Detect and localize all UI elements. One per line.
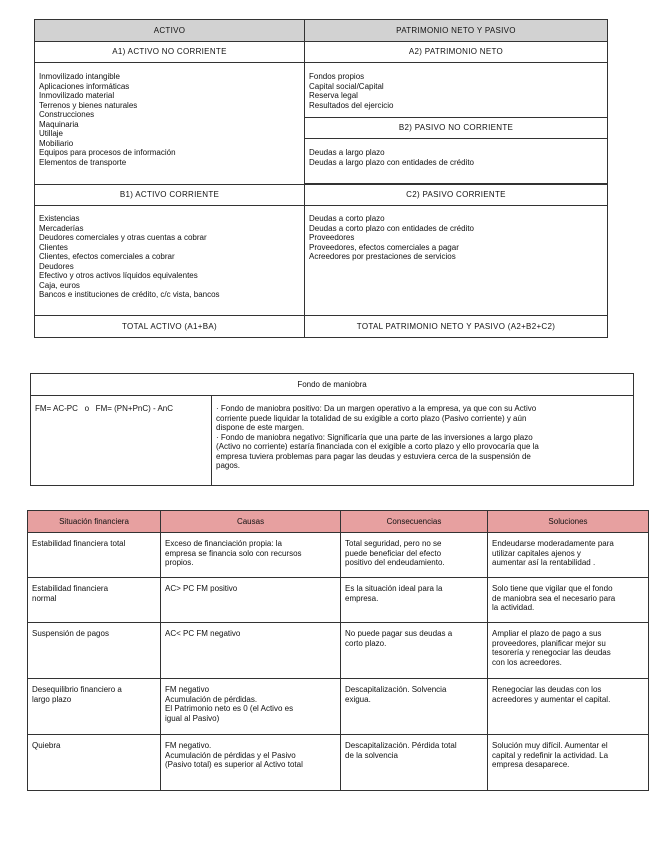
causas-cell (161, 533, 341, 578)
pnc-item: Deudas a largo plazo con entidades de crédito (309, 157, 474, 167)
pnc-title: B2) PASIVO NO CORRIENTE (305, 118, 608, 139)
cell-line: Acumulación de pérdidas. (165, 694, 258, 704)
cell-line: normal (32, 593, 57, 603)
cell-line: capital y redefinir la actividad. La (492, 750, 609, 760)
pc-item: Acreedores por prestaciones de servicios (309, 252, 456, 261)
table-row (28, 578, 649, 623)
soluciones-cell (488, 679, 649, 735)
cell-line: Desequilibrio financiero a (32, 685, 122, 694)
pn-item: Fondos propios (309, 72, 365, 81)
cell-line: proveedores, planificar mejor su (492, 638, 606, 648)
fondo-formula: FM= AC-PC o FM= (PN+PnC) - AnC (31, 396, 212, 486)
pc-item: Proveedores (309, 233, 355, 242)
cell-line: largo plazo (32, 694, 72, 704)
situacion-cell (28, 533, 161, 578)
soluciones-cell (488, 623, 649, 679)
header-situacion: Situación financiera (28, 511, 161, 533)
fondo-line: pagos. (216, 461, 241, 470)
consecuencias-cell (341, 533, 488, 578)
fondo-table (30, 373, 634, 486)
cell-line: No puede pagar sus deudas a (345, 629, 453, 638)
consecuencias-cell (341, 735, 488, 791)
ac-item: Existencias (39, 214, 80, 223)
cell-line: Ampliar el plazo de pago a sus (492, 629, 602, 638)
cell-line: FM negativo. (165, 741, 212, 750)
pn-item: Resultados del ejercicio (309, 100, 394, 110)
header-soluciones: Soluciones (488, 511, 649, 533)
anc-item: Elementos de transporte (39, 157, 127, 167)
ac-item: Clientes (39, 242, 68, 252)
consecuencias-cell (341, 578, 488, 623)
causas-cell (161, 735, 341, 791)
cell-line: acreedores y aumentar el capital. (492, 694, 611, 704)
pc-items (305, 206, 608, 316)
cell-line: Descapitalización. Solvencia (345, 685, 447, 694)
table-row (28, 623, 649, 679)
cell-line: Solución muy difícil. Aumentar el (492, 741, 608, 750)
cell-line: Renegociar las deudas con los (492, 685, 602, 694)
cell-line: con los acreedores. (492, 657, 562, 667)
pnc-item: Deudas a largo plazo (309, 148, 385, 157)
cell-line: exigua. (345, 694, 371, 704)
cell-line: puede beneficiar del efecto (345, 548, 442, 558)
pn-item: Reserva legal (309, 91, 358, 100)
anc-item: Construcciones (39, 110, 95, 119)
ac-item: Bancos e instituciones de crédito, c/c vista, bancos (39, 290, 220, 299)
cell-line: corto plazo. (345, 638, 387, 648)
cell-line: empresa desaparece. (492, 760, 570, 769)
cell-line: AC> PC FM positivo (165, 584, 238, 593)
situacion-cell (28, 623, 161, 679)
fondo-title: Fondo de maniobra (31, 374, 634, 396)
table-row (28, 735, 649, 791)
ac-item: Deudores comerciales y otras cuentas a cobrar (39, 233, 207, 242)
cell-line: Endeudarse moderadamente para (492, 539, 614, 548)
fondo-line: (Activo no corriente) estaría financiada con el exigible a corto plazo y ello provocaría que la (216, 442, 539, 451)
cell-line: la actividad. (492, 603, 535, 612)
cell-line: tesorería y renegociar las deudas (492, 648, 611, 657)
cell-line: propios. (165, 558, 194, 567)
cell-line: Suspensión de pagos (32, 629, 109, 638)
pn-item: Capital social/Capital (309, 81, 384, 91)
ac-item: Efectivo y otros activos líquidos equivalentes (39, 271, 198, 280)
ac-title: B1) ACTIVO CORRIENTE (35, 185, 305, 206)
pn-title: A2) PATRIMONIO NETO (305, 42, 608, 63)
cell-line: Estabilidad financiera (32, 584, 109, 593)
balance-header-activo: ACTIVO (35, 20, 305, 42)
cell-line: Exceso de financiación propia: la (165, 539, 282, 548)
cell-line: empresa se financia solo con recursos (165, 548, 302, 558)
soluciones-cell (488, 735, 649, 791)
balance-header-pasivo: PATRIMONIO NETO Y PASIVO (305, 20, 608, 42)
cell-line: empresa. (345, 593, 379, 603)
ac-item: Mercaderías (39, 223, 84, 233)
cell-line: FM negativo (165, 685, 210, 694)
fondo-line: · Fondo de maniobra positivo: Da un margen operativo a la empresa, ya que con su Activo (216, 404, 537, 413)
consecuencias-cell (341, 679, 488, 735)
fondo-description (212, 396, 634, 486)
pnc-items (305, 139, 608, 184)
pc-item: Proveedores, efectos comerciales a pagar (309, 242, 459, 252)
anc-item: Inmovilizado intangible (39, 72, 120, 81)
anc-list (39, 72, 300, 167)
soluciones-cell (488, 578, 649, 623)
pc-title: C2) PASIVO CORRIENTE (305, 185, 608, 206)
situacion-cell (28, 735, 161, 791)
cell-line: Es la situación ideal para la (345, 584, 443, 593)
cell-line: Total seguridad, pero no se (345, 539, 442, 548)
table-row (28, 533, 649, 578)
balance-table (34, 19, 608, 338)
anc-item: Utillaje (39, 129, 64, 138)
total-activo: TOTAL ACTIVO (A1+BA) (35, 316, 305, 338)
table-row (28, 679, 649, 735)
anc-item: Terrenos y bienes naturales (39, 100, 138, 110)
anc-item: Equipos para procesos de información (39, 148, 176, 157)
anc-items (35, 63, 305, 185)
cell-line: igual al Pasivo) (165, 713, 220, 723)
cell-line: El Patrimonio neto es 0 (el Activo es (165, 704, 294, 713)
fondo-line: dispone de este margen. (216, 423, 305, 432)
cell-line: Descapitalización. Pérdida total (345, 741, 457, 750)
cell-line: AC< PC FM negativo (165, 629, 241, 638)
ac-item: Clientes, efectos comerciales a cobrar (39, 252, 175, 261)
cell-line: Acumulación de pérdidas y el Pasivo (165, 750, 296, 760)
cell-line: aumentar así la rentabilidad . (492, 558, 596, 567)
fondo-line: · Fondo de maniobra negativo: Significaría que una parte de las inversiones a largo plazo (216, 432, 533, 442)
cell-line: Solo tiene que vigilar que el fondo (492, 584, 613, 593)
consecuencias-cell (341, 623, 488, 679)
cell-line: Quiebra (32, 741, 61, 750)
cell-line: utilizar capitales ajenos y (492, 548, 581, 558)
cell-line: positivo del endeudamiento. (345, 558, 445, 567)
anc-title: A1) ACTIVO NO CORRIENTE (35, 42, 305, 63)
cell-line: Estabilidad financiera total (32, 539, 126, 548)
cell-line: de maniobra sea el necesario para (492, 593, 616, 603)
cell-line: de la solvencia (345, 750, 398, 760)
ac-items (35, 206, 305, 316)
situaciones-table (27, 510, 649, 791)
fondo-line: corriente puede liquidar la totalidad de su exigible a corto plazo (Pasivo corriente) y aún (216, 413, 527, 423)
anc-item: Inmovilizado material (39, 91, 115, 100)
causas-cell (161, 623, 341, 679)
anc-item: Aplicaciones informáticas (39, 81, 130, 91)
pc-item: Deudas a corto plazo con entidades de crédito (309, 223, 474, 233)
pc-item: Deudas a corto plazo (309, 214, 385, 223)
header-causas: Causas (161, 511, 341, 533)
anc-item: Mobiliario (39, 138, 74, 148)
soluciones-cell (488, 533, 649, 578)
cell-line: (Pasivo total) es superior al Activo total (165, 760, 303, 769)
situacion-cell (28, 578, 161, 623)
pn-items (305, 63, 608, 118)
causas-cell (161, 578, 341, 623)
anc-item: Maquinaria (39, 119, 79, 129)
situacion-cell (28, 679, 161, 735)
ac-item: Deudores (39, 261, 74, 271)
fondo-line: empresa tuviera problemas para pagar las deudas y estuviera cerca de la suspensión de (216, 451, 531, 461)
ac-item: Caja, euros (39, 280, 80, 290)
causas-cell (161, 679, 341, 735)
total-pasivo: TOTAL PATRIMONIO NETO Y PASIVO (A2+B2+C2) (305, 316, 608, 338)
header-consecuencias: Consecuencias (341, 511, 488, 533)
